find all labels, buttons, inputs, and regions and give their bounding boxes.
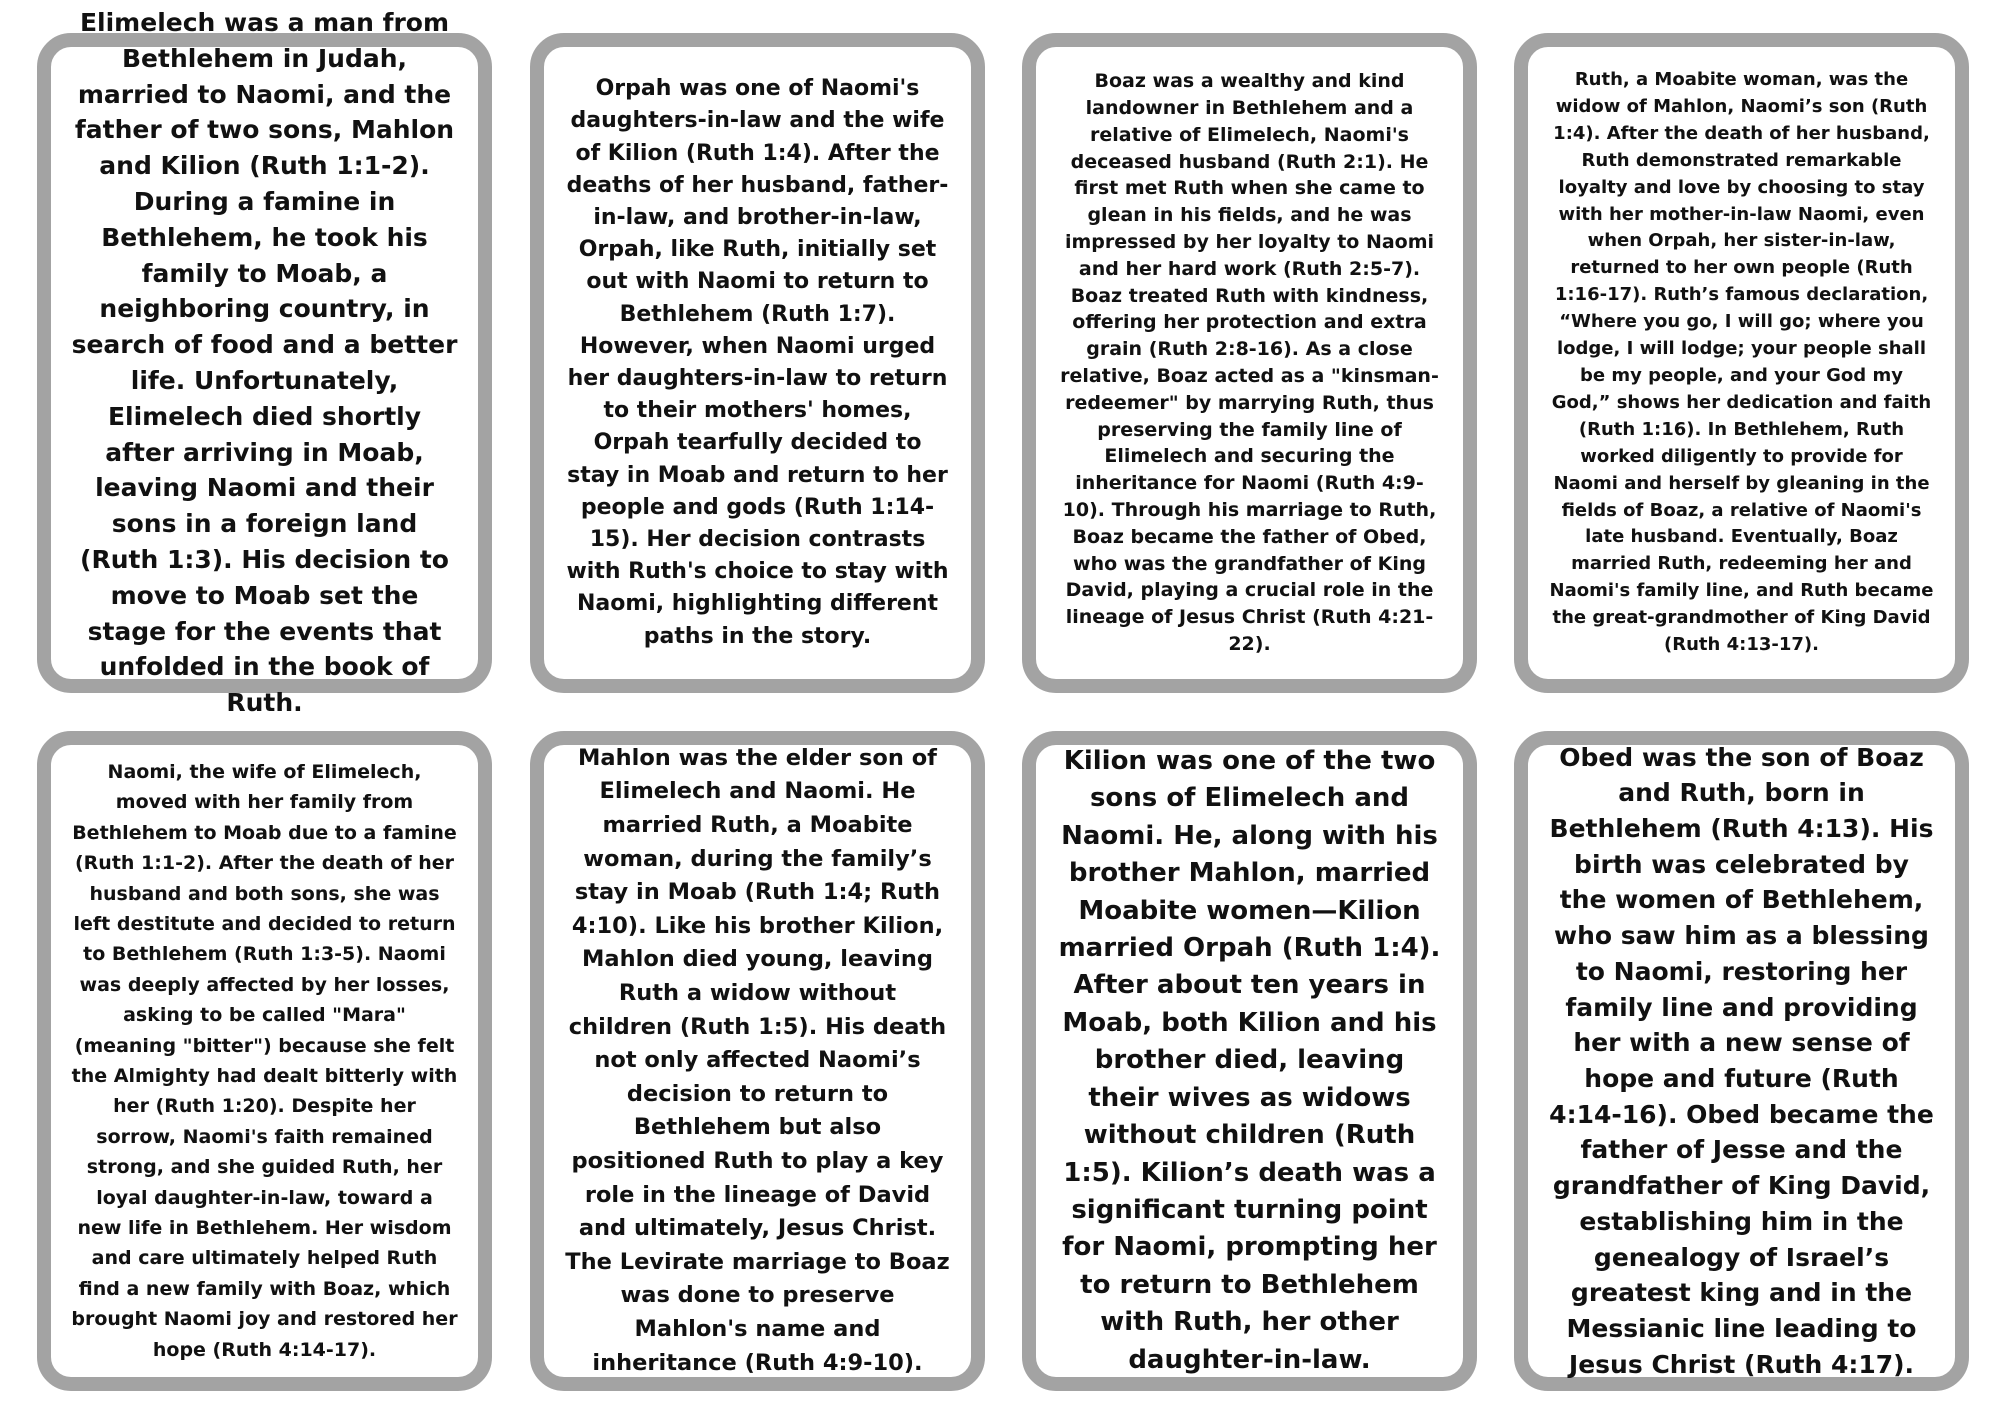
card-ruth: [1514, 33, 1969, 693]
card-text: Boaz was a wealthy and kind landowner in Bethlehem and a relative of Elimelech, Naomi's deceased husband (Ruth 2:1). He first met Ruth when she came to glean in his fields, and he was impressed by her loyalty to Naomi and her hard work (Ruth 2:5-7). Boaz treated Ruth with kindness, offering her protection and extra grain (Ruth 2:8-16). As a close relative, Boaz acted as a "kinsman-redeemer" by marrying Ruth, thus preserving the family line of Elimelech and securing the inheritance for Naomi (Ruth 4:9-10). Through his marriage to Ruth, Boaz became the father of Obed, who was the grandfather of King David, playing a crucial role in the lineage of Jesus Christ (Ruth 4:21-22).: [1060, 70, 1439, 655]
card-text: Mahlon was the elder son of Elimelech and Naomi. He married Ruth, a Moabite woman, during the family’s stay in Moab (Ruth 1:4; Ruth 4:10). Like his brother Kilion, Mahlon died young, leaving Ruth a widow without children (Ruth 1:5). His death not only affected Naomi’s decision to return to Bethlehem but also positioned Ruth to play a key role in the lineage of David and ultimately, Jesus Christ. The Levirate marriage to Boaz was done to preserve Mahlon's name and inheritance (Ruth 4:9-10).: [565, 744, 950, 1376]
card-text: Ruth, a Moabite woman, was the widow of Mahlon, Naomi’s son (Ruth 1:4). After the death of her husband, Ruth demonstrated remarkable loyalty and love by choosing to stay with her mother-in-law Naomi, even when Orpah, her sister-in-law, returned to her own people (Ruth 1:16-17). Ruth’s famous declaration, “Where you go, I will go; where you lodge, I will lodge; your people shall be my people, and your God my God,” shows her dedication and faith (Ruth 1:16). In Bethlehem, Ruth worked diligently to provide for Naomi and herself by gleaning in the fields of Boaz, a relative of Naomi's late husband. Eventually, Boaz married Ruth, redeeming her and Naomi's family line, and Ruth became the great-grandmother of King David (Ruth 4:13-17).: [1549, 69, 1934, 656]
card-mahlon: [530, 731, 985, 1391]
card-text: Naomi, the wife of Elimelech, moved with her family from Bethlehem to Moab due to a famine (Ruth 1:1-2). After the death of her husband and both sons, she was left destitute and decided to return to Bethlehem (Ruth 1:3-5). Naomi was deeply affected by her losses, asking to be called "Mara" (meaning "bitter") because she felt the Almighty had dealt bitterly with her (Ruth 1:20). Despite her sorrow, Naomi's faith remained strong, and she guided Ruth, her loyal daughter-in-law, toward a new life in Bethlehem. Her wisdom and care ultimately helped Ruth find a new family with Boaz, which brought Naomi joy and restored her hope (Ruth 4:14-17).: [71, 760, 458, 1361]
card-text: Orpah was one of Naomi's daughters-in-law and the wife of Kilion (Ruth 1:4). After the deaths of her husband, father-in-law, and brother-in-law, Orpah, like Ruth, initially set out with Naomi to return to Bethlehem (Ruth 1:7). However, when Naomi urged her daughters-in-law to return to their mothers' homes, Orpah tearfully decided to stay in Moab and return to her people and gods (Ruth 1:14-15). Her decision contrasts with Ruth's choice to stay with Naomi, highlighting different paths in the story.: [566, 76, 949, 649]
card-naomi: [37, 731, 492, 1391]
card-boaz: [1022, 33, 1477, 693]
card-text: Obed was the son of Boaz and Ruth, born in Bethlehem (Ruth 4:13). His birth was celebrated by the women of Bethlehem, who saw him as a blessing to Naomi, restoring her family line and providing her with a new sense of hope and future (Ruth 4:14-16). Obed became the father of Jesse and the grandfather of King David, establishing him in the genealogy of Israel’s greatest king and in the Messianic line leading to Jesus Christ (Ruth 4:17).: [1549, 742, 1934, 1379]
card-obed: [1514, 731, 1969, 1391]
card-text: Elimelech was a man from Bethlehem in Judah, married to Naomi, and the father of two sons, Mahlon and Kilion (Ruth 1:1-2). During a famine in Bethlehem, he took his family to Moab, a neighboring country, in search of food and a better life. Unfortunately, Elimelech died shortly after arriving in Moab, leaving Naomi and their sons in a foreign land (Ruth 1:3). His decision to move to Moab set the stage for the events that unfolded in the book of Ruth.: [71, 8, 458, 718]
card-elimelech: [37, 8, 492, 718]
card-kilion: [1022, 731, 1477, 1391]
card-text: Kilion was one of the two sons of Elimelech and Naomi. He, along with his brother Mahlon, married Moabite women—Kilion married Orpah (Ruth 1:4). After about ten years in Moab, both Kilion and his brother died, leaving their wives as widows without children (Ruth 1:5). Kilion’s death was a significant turning point for Naomi, prompting her to return to Bethlehem with Ruth, her other daughter-in-law.: [1058, 746, 1441, 1375]
card-orpah: [530, 33, 985, 693]
